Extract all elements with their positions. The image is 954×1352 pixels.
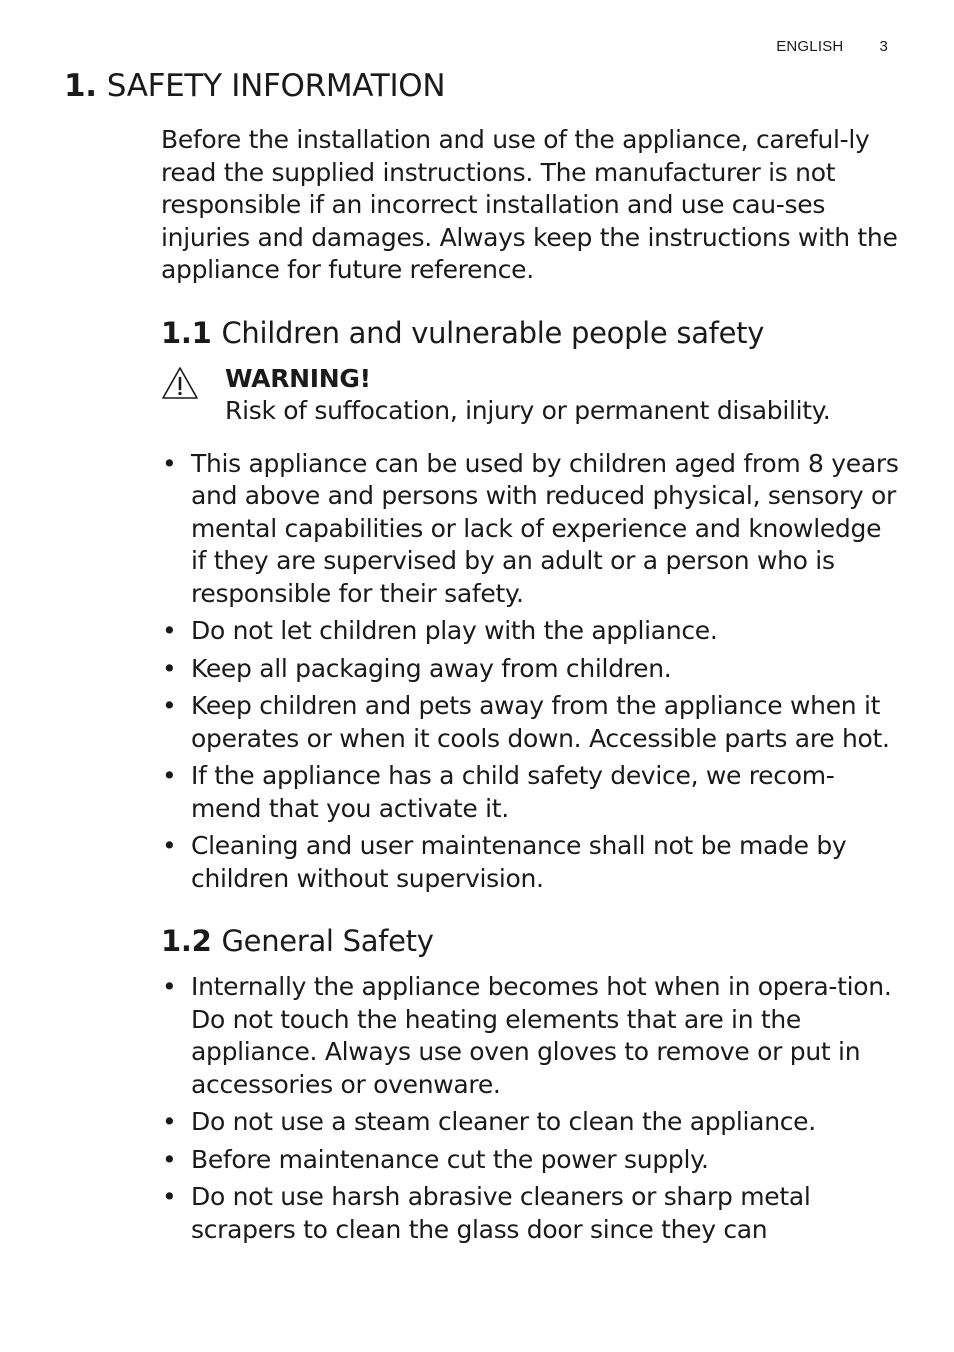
- bullet-dot: •: [162, 653, 177, 683]
- bullet-dot: •: [162, 616, 177, 645]
- bullet-dot: •: [162, 1182, 177, 1211]
- bullet-dot: •: [162, 761, 177, 790]
- chapter-number: 1.: [64, 68, 97, 104]
- page-content: [161, 124, 901, 1251]
- list-item-text: Internally the appliance becomes hot when in opera-tion. Do not touch the heating elements that are in the appliance. Always use oven gloves to remove or put in accessories or ovenware.: [191, 972, 892, 1099]
- section-number: 1.1: [161, 315, 212, 350]
- list-item: [161, 653, 901, 686]
- header-language: ENGLISH: [776, 38, 844, 55]
- intro-paragraph: Before the installation and use of the appliance, careful-ly read the supplied instructions. The manufacturer is not responsible if an incorrect installation and use cau-ses injuries and damages. Always keep the instructions with the appliance for future reference.: [161, 125, 898, 284]
- list-item: [161, 690, 901, 755]
- bullet-dot: •: [162, 448, 177, 478]
- list-item-text: Keep all packaging away from children.: [191, 653, 672, 683]
- page-header: [776, 38, 888, 55]
- bullet-dot: •: [162, 972, 177, 1001]
- children-safety-list: [161, 448, 901, 896]
- list-item-text: Do not use harsh abrasive cleaners or sharp metal scrapers to clean the glass door since they can: [191, 1182, 811, 1244]
- list-item: [161, 830, 901, 895]
- bullet-dot: •: [162, 1144, 177, 1174]
- list-item-text: This appliance can be used by children aged from 8 years and above and persons with reduced physical, sensory or mental capabilities or lack of experience and knowledge if they are supervised by an adult or a person who is responsible for their safety.: [191, 448, 899, 608]
- list-item: [161, 615, 901, 648]
- section-heading-general: [161, 923, 901, 959]
- list-item: [161, 1106, 901, 1139]
- chapter-title: [64, 68, 445, 104]
- bullet-dot: •: [162, 1107, 177, 1136]
- warning-block: [161, 363, 901, 428]
- list-item-text: Keep children and pets away from the appliance when it operates or when it cools down. Accessible parts are hot.: [191, 691, 890, 753]
- section-title: Children and vulnerable people safety: [221, 315, 765, 350]
- section-title: General Safety: [221, 924, 434, 958]
- warning-triangle-icon: [161, 366, 199, 400]
- bullet-dot: •: [162, 691, 177, 720]
- list-item-text: Do not let children play with the appliance.: [191, 616, 718, 645]
- list-item: [161, 1181, 901, 1246]
- section-number: 1.2: [161, 924, 212, 958]
- list-item-text: Before maintenance cut the power supply.: [191, 1144, 709, 1174]
- section-heading-children: [161, 315, 901, 351]
- list-item-text: Cleaning and user maintenance shall not be made by children without supervision.: [191, 831, 847, 893]
- bullet-dot: •: [162, 831, 177, 860]
- list-item: [161, 971, 901, 1101]
- warning-text: Risk of suffocation, injury or permanent disability.: [225, 396, 831, 425]
- general-safety-list: [161, 971, 901, 1246]
- list-item: [161, 1144, 901, 1177]
- list-item-text: If the appliance has a child safety device, we recom-mend that you activate it.: [191, 761, 835, 823]
- list-item-text: Do not use a steam cleaner to clean the appliance.: [191, 1107, 816, 1136]
- warning-title: WARNING!: [225, 363, 371, 393]
- chapter-title-text: SAFETY INFORMATION: [106, 68, 446, 104]
- list-item: [161, 448, 901, 611]
- list-item: [161, 760, 901, 825]
- header-page-number: 3: [879, 38, 888, 55]
